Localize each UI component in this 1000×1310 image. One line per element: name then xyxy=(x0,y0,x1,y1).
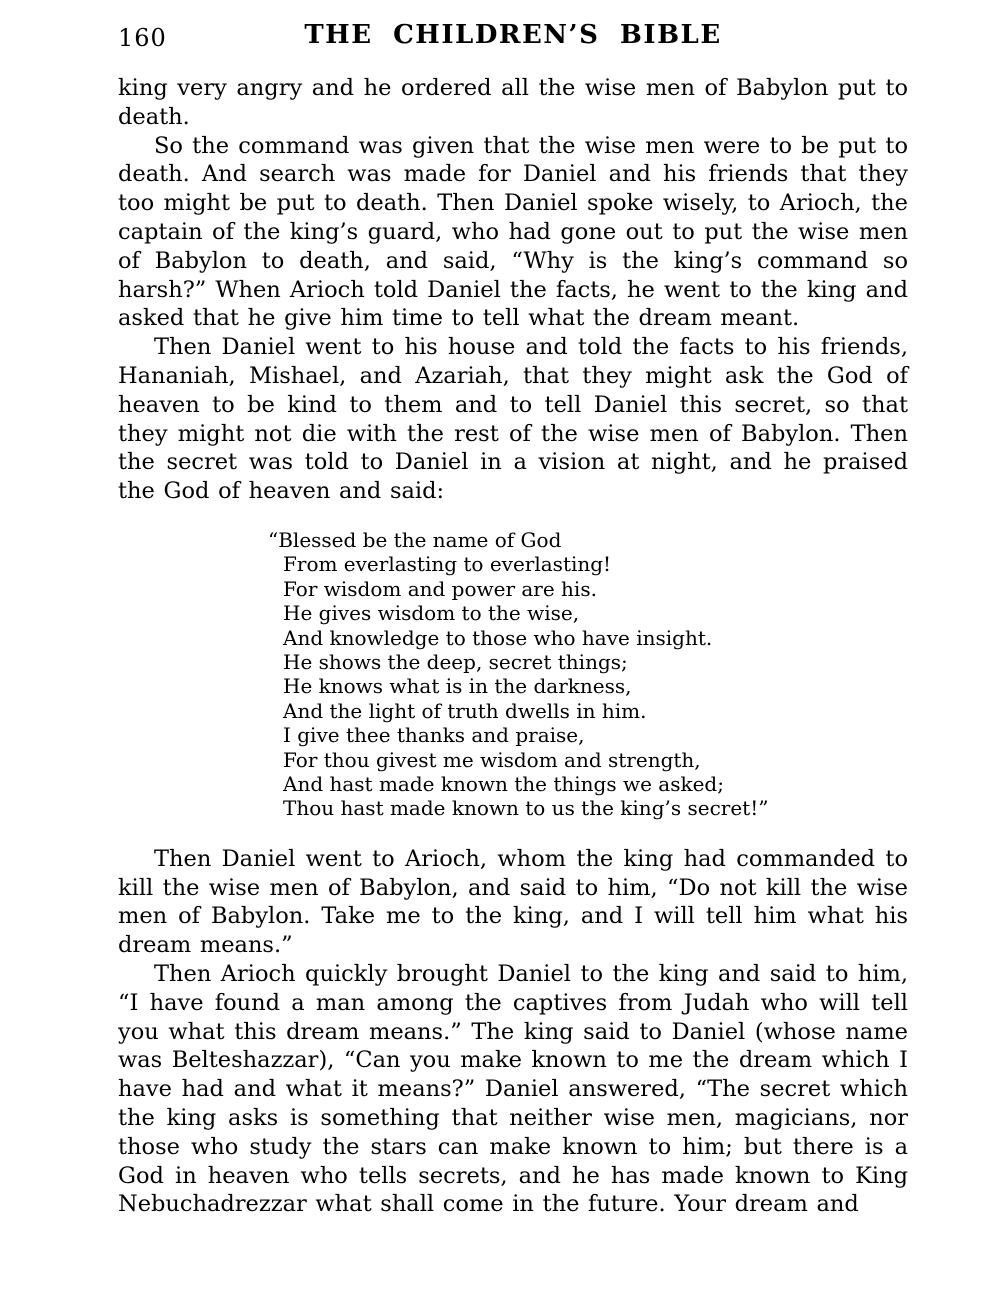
poem-line: For wisdom and power are his. xyxy=(283,576,597,601)
poem-line: And the light of truth dwells in him. xyxy=(283,698,647,723)
poem-blessing xyxy=(268,527,908,821)
poem-line: Thou hast made known to us the king’s secret!” xyxy=(283,796,769,821)
paragraph-command-given: So the command was given that the wise men were to be put to death. And search was made for Daniel and his friends that they too might be put to death. Then Daniel spoke wisely, to Arioch, the captain of the king’s guard, who had gone out to put the wise men of Babylon to death, and said, “Why is the king’s command so harsh?” When Arioch told Daniel the facts, he went to the king and asked that he give him time to tell what the dream meant. xyxy=(118,132,908,332)
page-number: 160 xyxy=(118,24,167,52)
paragraph-continuation: king very angry and he ordered all the wise men of Babylon put to death. xyxy=(118,75,908,130)
poem-line: He knows what is in the darkness, xyxy=(283,674,632,699)
poem-line: For thou givest me wisdom and strength, xyxy=(283,747,701,772)
paragraph-daniel-house: Then Daniel went to his house and told the facts to his friends, Hananiah, Mishael, and Azariah, that they might ask the God of heaven to be kind to them and to tell Daniel this secret, so that they might not die with the rest of the wise men of Babylon. Then the secret was told to Daniel in a vision at night, and he praised the God of heaven and said: xyxy=(118,334,908,505)
paragraph-daniel-arioch: Then Daniel went to Arioch, whom the king had commanded to kill the wise men of Babylon, and said to him, “Do not kill the wise men of Babylon. Take me to the king, and I will tell him what his dream means.” xyxy=(118,845,908,959)
poem-line: I give thee thanks and praise, xyxy=(283,723,585,748)
body-text xyxy=(118,74,908,1219)
poem-line: And knowledge to those who have insight. xyxy=(283,625,713,650)
poem-line: He gives wisdom to the wise, xyxy=(283,601,580,626)
running-title: THE CHILDREN’S BIBLE xyxy=(304,20,722,50)
page-header xyxy=(118,20,908,54)
poem-line: “Blessed be the name of God xyxy=(268,527,562,552)
poem-line: He shows the deep, secret things; xyxy=(283,649,628,674)
paragraph-arioch-king: Then Arioch quickly brought Daniel to the king and said to him, “I have found a man among the captives from Judah who will tell you what this dream means.” The king said to Daniel (whose name was Belteshazzar), “Can you make known to me the dream which I have had and what it means?” Daniel answered, “The secret which the king asks is something that neither wise men, magicians, nor those who study the stars can make known to him; but there is a God in heaven who tells secrets, and he has made known to King Nebuchadrezzar what shall come in the future. Your dream and xyxy=(118,961,908,1218)
poem-line: From everlasting to everlasting! xyxy=(283,552,612,577)
poem-line: And hast made known the things we asked; xyxy=(283,772,724,797)
